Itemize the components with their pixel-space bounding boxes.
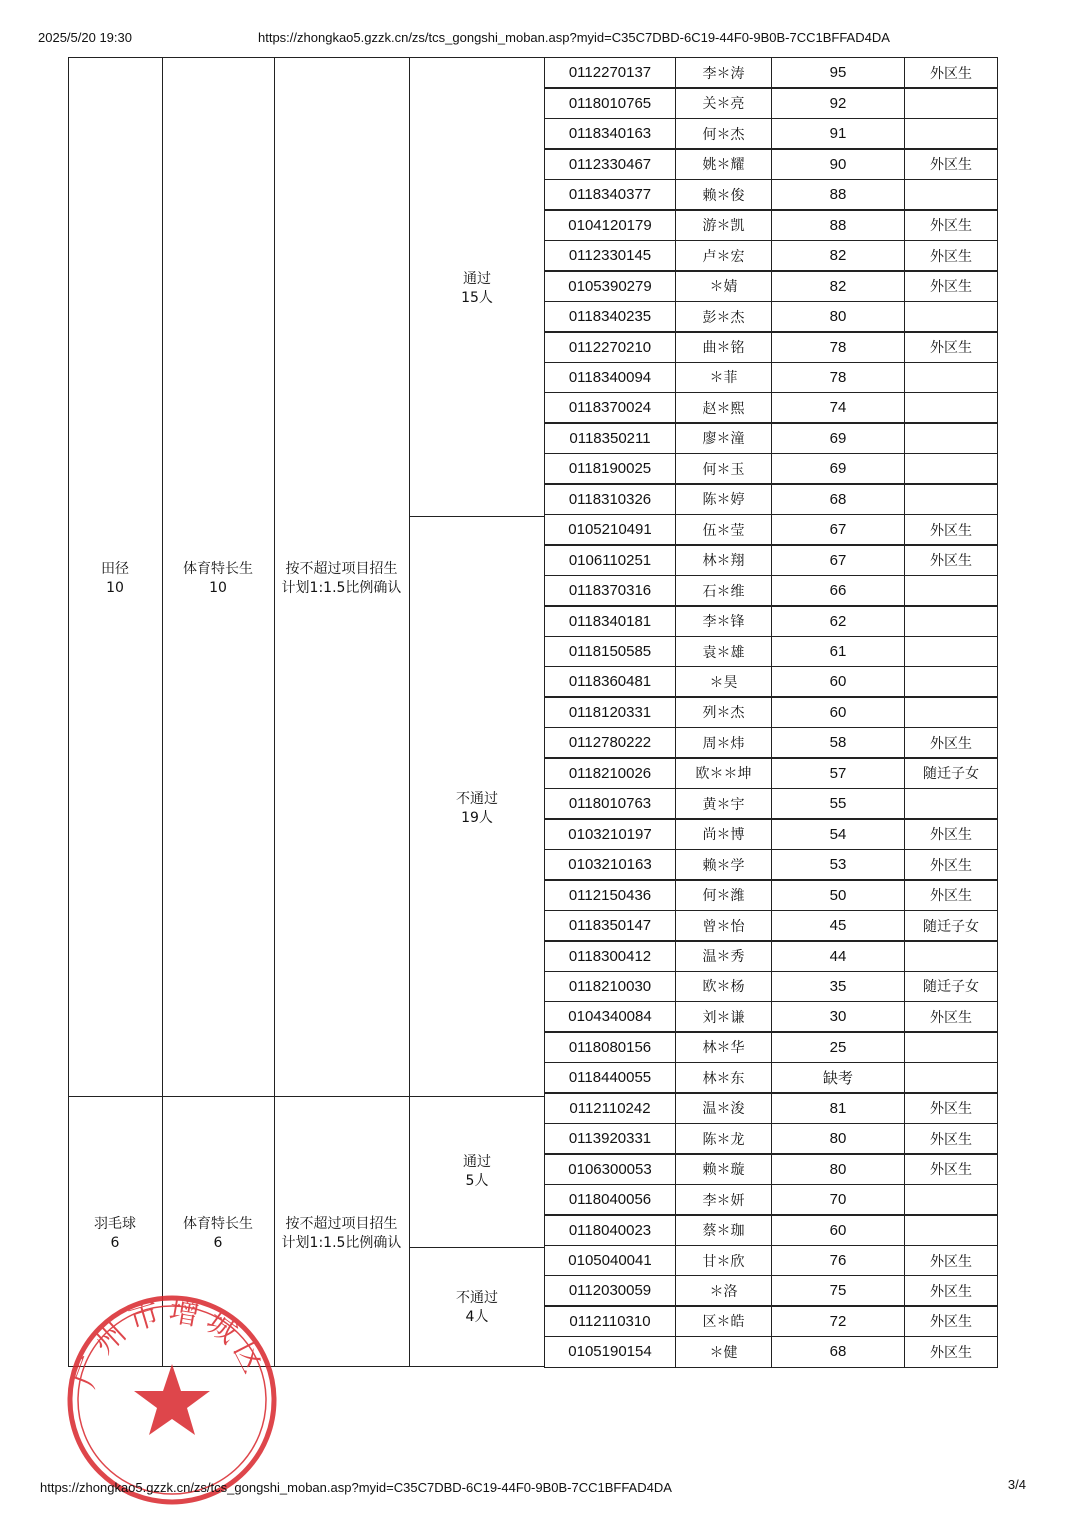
student-id: 0112330145	[545, 241, 676, 271]
student-score: 91	[772, 119, 905, 149]
student-score: 72	[772, 1306, 905, 1336]
col-divider-2	[274, 57, 275, 1367]
group1-category-name: 体育特长生	[183, 561, 253, 577]
student-id: 0105040041	[545, 1246, 676, 1276]
student-id: 0118310326	[545, 484, 676, 514]
table-row	[544, 666, 998, 698]
student-id: 0118370024	[545, 393, 676, 423]
student-name: 何＊玉	[676, 454, 772, 484]
student-score: 66	[772, 576, 905, 606]
group1-fail	[409, 790, 545, 828]
student-score: 55	[772, 789, 905, 819]
table-row	[544, 605, 998, 637]
student-score: 61	[772, 637, 905, 667]
table-row	[544, 636, 998, 668]
table-row	[544, 1092, 998, 1124]
student-name: 甘＊欣	[676, 1246, 772, 1276]
student-id: 0118340377	[545, 180, 676, 210]
table-row	[544, 270, 998, 302]
student-note	[905, 1063, 997, 1093]
student-note: 外区生	[930, 157, 972, 174]
student-name: ＊昊	[676, 667, 772, 697]
student-note: 外区生	[930, 735, 972, 752]
student-score: 60	[772, 697, 905, 727]
student-note	[905, 697, 997, 727]
student-name: 赖＊学	[676, 850, 772, 880]
student-id: 0113920331	[545, 1124, 676, 1154]
student-id: 0118340181	[545, 606, 676, 636]
student-id: 0118040023	[545, 1215, 676, 1245]
student-note: 外区生	[930, 218, 972, 235]
student-score: 80	[772, 1124, 905, 1154]
student-name: 曾＊怡	[676, 911, 772, 941]
student-note: 外区生	[930, 279, 972, 296]
student-score: 67	[772, 515, 905, 545]
table-row	[544, 727, 998, 759]
student-name: 伍＊莹	[676, 515, 772, 545]
group1-pass-label: 通过	[463, 271, 491, 287]
group1-rule	[274, 560, 409, 598]
student-name: 彭＊杰	[676, 302, 772, 332]
student-id: 0118340163	[545, 119, 676, 149]
student-note	[905, 576, 997, 606]
student-name: 卢＊宏	[676, 241, 772, 271]
seal-text: 广州市增城区	[67, 1293, 274, 1393]
table-row	[544, 1214, 998, 1246]
group2-category	[162, 1215, 274, 1253]
student-score: 57	[772, 758, 905, 788]
student-name: 温＊秀	[676, 941, 772, 971]
student-note	[905, 454, 997, 484]
student-id: 0104340084	[545, 1002, 676, 1032]
table-row	[544, 1336, 998, 1368]
student-name: 赖＊璇	[676, 1154, 772, 1184]
student-id: 0118040056	[545, 1185, 676, 1215]
student-id: 0118340094	[545, 363, 676, 393]
student-score: 68	[772, 484, 905, 514]
student-name: 周＊炜	[676, 728, 772, 758]
student-id: 0118210030	[545, 972, 676, 1002]
student-note: 随迁子女	[923, 979, 979, 996]
table-row	[544, 148, 998, 180]
table-row	[544, 209, 998, 241]
group2-category-count: 6	[213, 1235, 223, 1251]
student-id: 0105190154	[545, 1337, 676, 1367]
student-id: 0112030059	[545, 1276, 676, 1306]
student-score: 67	[772, 545, 905, 575]
student-note: 外区生	[930, 1101, 972, 1118]
table-row	[544, 1245, 998, 1277]
student-note: 随迁子女	[923, 766, 979, 783]
table-row	[544, 1305, 998, 1337]
student-name: 何＊潍	[676, 880, 772, 910]
student-note	[905, 393, 997, 423]
student-name: 林＊翔	[676, 545, 772, 575]
student-name: 陈＊龙	[676, 1124, 772, 1154]
table-row	[544, 1184, 998, 1216]
table-row	[544, 696, 998, 728]
table-row	[544, 1031, 998, 1063]
student-score: 90	[772, 149, 905, 179]
student-id: 0118350147	[545, 911, 676, 941]
student-name: 曲＊铭	[676, 332, 772, 362]
student-name: 尚＊博	[676, 819, 772, 849]
student-name: 林＊华	[676, 1032, 772, 1062]
student-note: 外区生	[930, 888, 972, 905]
table-row	[544, 849, 998, 881]
student-id: 0118370316	[545, 576, 676, 606]
seal-star-icon	[134, 1364, 210, 1435]
table-row	[544, 514, 998, 546]
student-id: 0118440055	[545, 1063, 676, 1093]
table-row	[544, 788, 998, 820]
student-id: 0112270137	[545, 58, 676, 88]
student-note	[905, 1032, 997, 1062]
student-score: 50	[772, 880, 905, 910]
table-row	[544, 971, 998, 1003]
student-id: 0118340235	[545, 302, 676, 332]
student-note: 外区生	[930, 1131, 972, 1148]
table-row	[544, 301, 998, 333]
student-name: 李＊妍	[676, 1185, 772, 1215]
group1-fail-count: 19人	[461, 810, 493, 826]
student-score: 80	[772, 302, 905, 332]
student-note	[905, 789, 997, 819]
student-note: 外区生	[930, 827, 972, 844]
student-id: 0112110310	[545, 1306, 676, 1336]
col-divider-1	[162, 57, 163, 1367]
student-id: 0105210491	[545, 515, 676, 545]
student-note	[905, 302, 997, 332]
student-note	[905, 637, 997, 667]
table-row	[544, 879, 998, 911]
student-id: 0118080156	[545, 1032, 676, 1062]
student-name: 李＊涛	[676, 58, 772, 88]
student-id: 0103210197	[545, 819, 676, 849]
student-id: 0105390279	[545, 271, 676, 301]
group2-fail-label: 不通过	[456, 1290, 498, 1306]
table-row	[544, 87, 998, 119]
student-note: 外区生	[930, 1009, 972, 1026]
subgroup-divider-2	[409, 1247, 545, 1248]
student-name: 何＊杰	[676, 119, 772, 149]
student-score: 58	[772, 728, 905, 758]
student-note	[905, 423, 997, 453]
group1-fail-label: 不通过	[456, 791, 498, 807]
table-row	[544, 118, 998, 150]
table-row	[544, 57, 998, 89]
student-score: 69	[772, 454, 905, 484]
group2-pass-count: 5人	[465, 1173, 489, 1189]
student-name: 游＊凯	[676, 210, 772, 240]
student-score: 88	[772, 180, 905, 210]
table-row	[544, 179, 998, 211]
student-score: 30	[772, 1002, 905, 1032]
group1-category-count: 10	[209, 580, 227, 596]
student-score: 78	[772, 332, 905, 362]
student-score: 62	[772, 606, 905, 636]
student-name: 列＊杰	[676, 697, 772, 727]
student-id: 0118190025	[545, 454, 676, 484]
table-row	[544, 940, 998, 972]
table-row	[544, 1062, 998, 1094]
group2-sport-name: 羽毛球	[94, 1216, 136, 1232]
group2-sport	[68, 1215, 162, 1253]
group2-category-name: 体育特长生	[183, 1216, 253, 1232]
student-name: 黄＊宇	[676, 789, 772, 819]
table-row	[544, 575, 998, 607]
student-id: 0118360481	[545, 667, 676, 697]
table-row	[544, 757, 998, 789]
student-score: 60	[772, 667, 905, 697]
student-name: 林＊东	[676, 1063, 772, 1093]
student-id: 0112780222	[545, 728, 676, 758]
student-id: 0112110242	[545, 1093, 676, 1123]
student-note	[905, 606, 997, 636]
group2-pass	[409, 1153, 545, 1191]
student-id: 0118210026	[545, 758, 676, 788]
student-note	[905, 119, 997, 149]
group1-pass-count: 15人	[461, 290, 493, 306]
table-row	[544, 453, 998, 485]
student-name: 廖＊潼	[676, 423, 772, 453]
group2-fail-count: 4人	[465, 1309, 489, 1325]
student-name: 欧＊杨	[676, 972, 772, 1002]
table-row	[544, 1123, 998, 1155]
student-name: ＊菲	[676, 363, 772, 393]
student-note: 外区生	[930, 1283, 972, 1300]
table-row	[544, 1153, 998, 1185]
student-score: 70	[772, 1185, 905, 1215]
student-score: 92	[772, 88, 905, 118]
student-score: 53	[772, 850, 905, 880]
student-id: 0118350211	[545, 423, 676, 453]
student-name: ＊洛	[676, 1276, 772, 1306]
group1-sport-name: 田径	[101, 561, 129, 577]
student-id: 0112270210	[545, 332, 676, 362]
student-note: 随迁子女	[923, 918, 979, 935]
table-row	[544, 483, 998, 515]
student-id: 0106300053	[545, 1154, 676, 1184]
table-row	[544, 818, 998, 850]
table-row	[544, 240, 998, 272]
table-row	[544, 544, 998, 576]
official-seal-stamp	[64, 1292, 280, 1508]
page-number: 3/4	[1007, 1477, 1026, 1492]
student-note	[905, 88, 997, 118]
student-id: 0106110251	[545, 545, 676, 575]
student-score: 25	[772, 1032, 905, 1062]
student-id: 0118010765	[545, 88, 676, 118]
student-note	[905, 667, 997, 697]
student-score: 76	[772, 1246, 905, 1276]
student-score: 缺考	[772, 1063, 905, 1093]
group2-pass-label: 通过	[463, 1154, 491, 1170]
print-url-header: https://zhongkao5.gzzk.cn/zs/tcs_gongshi_moban.asp?myid=C35C7DBD-6C19-44F0-9B0B-7CC1BFFAD4DA	[258, 30, 890, 45]
student-note: 外区生	[930, 1314, 972, 1331]
student-note	[905, 941, 997, 971]
student-score: 44	[772, 941, 905, 971]
student-note	[905, 1185, 997, 1215]
group1-rule-line1: 按不超过项目招生	[285, 561, 398, 577]
student-name: 石＊维	[676, 576, 772, 606]
group2-rule-line2: 计划1:1.5比例确认	[281, 1235, 402, 1251]
group1-category	[162, 560, 274, 598]
student-name: 欧＊＊坤	[676, 758, 772, 788]
student-score: 69	[772, 423, 905, 453]
student-score: 68	[772, 1337, 905, 1367]
student-id: 0103210163	[545, 850, 676, 880]
student-score: 81	[772, 1093, 905, 1123]
student-note: 外区生	[930, 1344, 972, 1361]
table-row	[544, 1001, 998, 1033]
student-name: 蔡＊珈	[676, 1215, 772, 1245]
student-note	[905, 180, 997, 210]
student-note: 外区生	[930, 1162, 972, 1179]
group2-fail	[409, 1289, 545, 1327]
group1-sport	[68, 560, 162, 598]
student-id: 0104120179	[545, 210, 676, 240]
student-score: 82	[772, 241, 905, 271]
table-row	[544, 331, 998, 363]
student-name: ＊婧	[676, 271, 772, 301]
group2-rule-line1: 按不超过项目招生	[285, 1216, 398, 1232]
student-id: 0118120331	[545, 697, 676, 727]
table-row	[544, 392, 998, 424]
student-score: 60	[772, 1215, 905, 1245]
student-id: 0118010763	[545, 789, 676, 819]
table-row	[544, 362, 998, 394]
student-name: 关＊亮	[676, 88, 772, 118]
student-score: 74	[772, 393, 905, 423]
student-note: 外区生	[930, 65, 972, 82]
student-note: 外区生	[930, 553, 972, 570]
group2-sport-count: 6	[110, 1235, 120, 1251]
student-name: 袁＊雄	[676, 637, 772, 667]
group1-pass	[409, 270, 545, 308]
table-row	[544, 1275, 998, 1307]
student-score: 78	[772, 363, 905, 393]
student-score: 82	[772, 271, 905, 301]
student-id: 0118300412	[545, 941, 676, 971]
student-note: 外区生	[930, 522, 972, 539]
student-score: 35	[772, 972, 905, 1002]
student-note: 外区生	[930, 857, 972, 874]
student-note	[905, 1215, 997, 1245]
student-score: 88	[772, 210, 905, 240]
table-row	[544, 910, 998, 942]
student-id: 0112150436	[545, 880, 676, 910]
table-row	[544, 422, 998, 454]
student-note: 外区生	[930, 340, 972, 357]
student-name: 李＊锋	[676, 606, 772, 636]
student-name: 赖＊俊	[676, 180, 772, 210]
student-score: 75	[772, 1276, 905, 1306]
student-score: 95	[772, 58, 905, 88]
group2-rule	[274, 1215, 409, 1253]
group-divider	[68, 1096, 545, 1097]
student-note	[905, 484, 997, 514]
student-id: 0118150585	[545, 637, 676, 667]
student-score: 54	[772, 819, 905, 849]
student-name: 赵＊熙	[676, 393, 772, 423]
print-url-footer: https://zhongkao5.gzzk.cn/zs/tcs_gongshi_moban.asp?myid=C35C7DBD-6C19-44F0-9B0B-7CC1BFFAD4DA	[40, 1480, 672, 1495]
student-name: 姚＊耀	[676, 149, 772, 179]
student-score: 80	[772, 1154, 905, 1184]
student-name: 区＊皓	[676, 1306, 772, 1336]
student-note: 外区生	[930, 1253, 972, 1270]
student-name: 温＊浚	[676, 1093, 772, 1123]
student-note: 外区生	[930, 248, 972, 265]
student-id: 0112330467	[545, 149, 676, 179]
group1-sport-count: 10	[106, 580, 124, 596]
student-note	[905, 363, 997, 393]
student-name: 陈＊婷	[676, 484, 772, 514]
student-name: 刘＊谦	[676, 1002, 772, 1032]
student-name: ＊健	[676, 1337, 772, 1367]
group1-rule-line2: 计划1:1.5比例确认	[281, 580, 402, 596]
subgroup-divider-1	[409, 516, 545, 517]
student-score: 45	[772, 911, 905, 941]
print-datetime: 2025/5/20 19:30	[38, 30, 132, 45]
